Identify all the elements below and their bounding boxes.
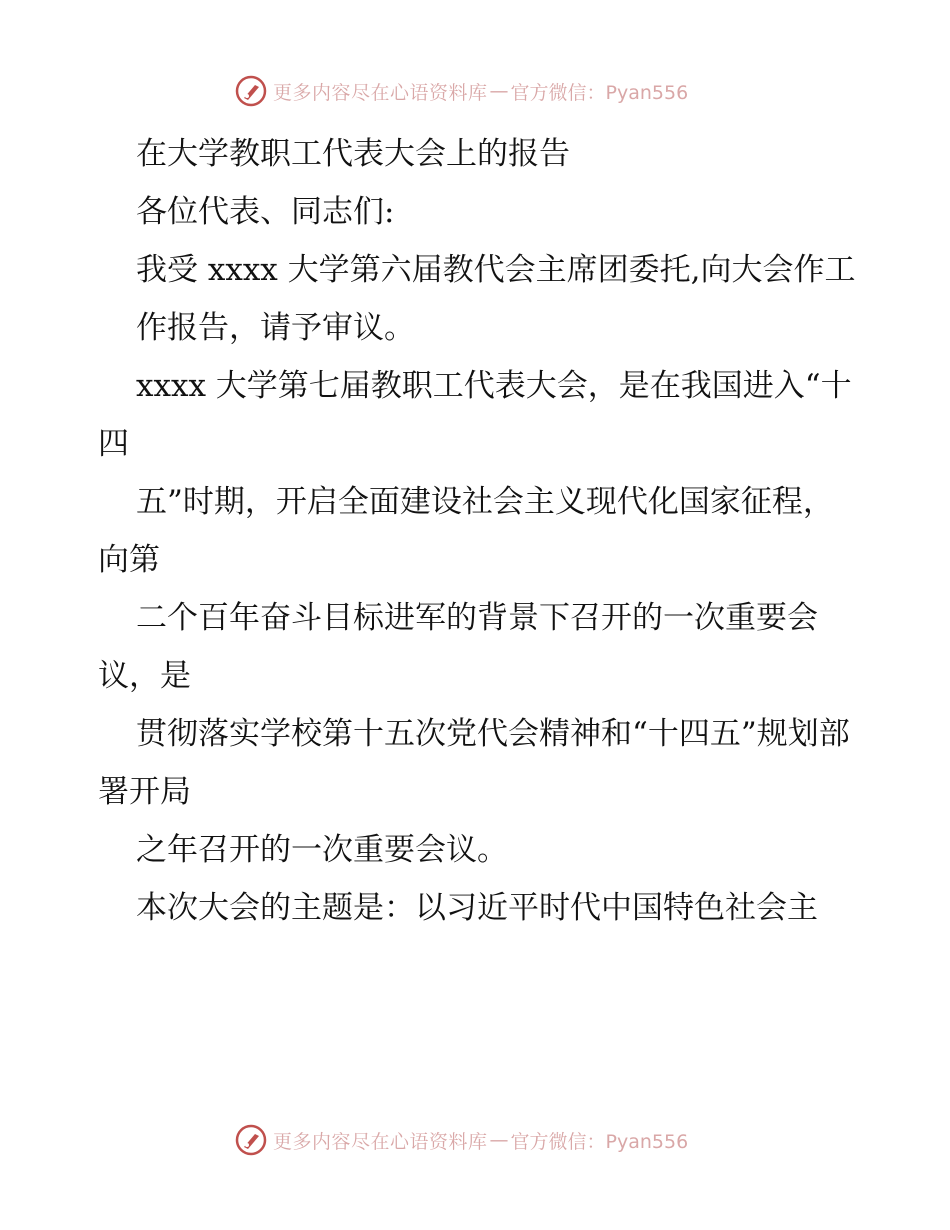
header-watermark <box>235 74 688 108</box>
paragraph: 之年召开的一次重要会议。 <box>136 832 508 868</box>
watermark-text: 更多内容尽在心语资料库 <box>273 1130 488 1153</box>
document-title: 在大学教职工代表大会上的报告 <box>136 136 570 172</box>
paragraph: 我受 xxxx 大学第六届教代会主席团委托,向大会作工 <box>136 252 856 288</box>
pen-nib-logo-icon <box>235 1124 267 1156</box>
watermark-wechat: 官方微信：Pyan556 <box>510 81 689 104</box>
paragraph: 五”时期，开启全面建设社会主义现代化国家征程，向第 <box>98 484 834 578</box>
document-body <box>98 125 858 937</box>
salutation: 各位代表、同志们: <box>136 194 395 230</box>
paragraph: 贯彻落实学校第十五次党代会精神和“十四五”规划部署开局 <box>98 716 850 810</box>
watermark-text: 更多内容尽在心语资料库 <box>273 81 488 104</box>
paragraph: 二个百年奋斗目标进军的背景下召开的一次重要会议，是 <box>98 600 818 694</box>
pen-nib-logo-icon <box>235 75 267 107</box>
footer-watermark <box>235 1123 688 1157</box>
watermark-separator: — <box>489 1129 509 1151</box>
watermark-separator: — <box>489 80 509 102</box>
paragraph: 本次大会的主题是：以习近平时代中国特色社会主 <box>136 890 818 926</box>
paragraph: xxxx 大学第七届教职工代表大会，是在我国进入“十四 <box>98 368 852 462</box>
watermark-wechat: 官方微信：Pyan556 <box>510 1130 689 1153</box>
paragraph: 作报告，请予审议。 <box>136 310 415 346</box>
